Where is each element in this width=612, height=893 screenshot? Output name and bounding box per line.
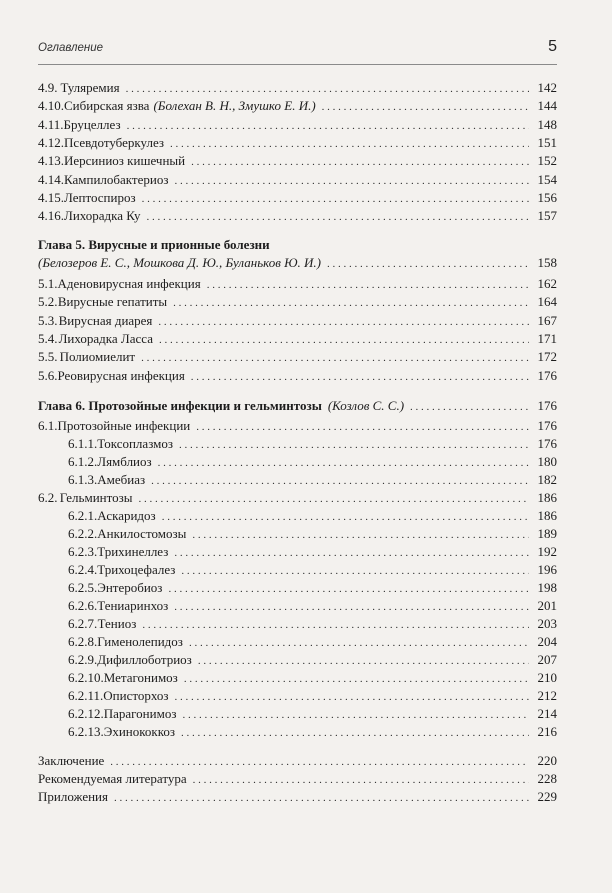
toc-number: 4.16. — [38, 208, 64, 223]
toc-subentry[interactable] — [68, 543, 557, 561]
toc-number: 6.2.11. — [68, 688, 104, 703]
toc-subentry[interactable] — [68, 435, 557, 453]
toc-page: 196 — [537, 562, 557, 577]
dot-leader — [192, 526, 529, 544]
toc-title: Энтеробиоз — [97, 580, 163, 595]
toc-entry-literature[interactable] — [38, 770, 557, 788]
toc-title: Аскаридоз — [97, 508, 156, 523]
dot-leader — [182, 706, 529, 724]
toc-number: 6.2.13. — [68, 724, 104, 739]
chapter-authors: (Козлов С. С.) — [327, 398, 405, 413]
toc-number: 6.2.1. — [68, 508, 98, 523]
toc-entry[interactable] — [38, 330, 557, 348]
toc-page: 144 — [537, 98, 557, 113]
dot-leader — [126, 80, 529, 98]
toc-number: 6.2.10. — [68, 670, 104, 685]
toc-page: 182 — [537, 472, 557, 487]
toc-subentry[interactable] — [68, 615, 557, 633]
toc-page: 142 — [537, 80, 557, 95]
toc-title: Амебиаз — [97, 472, 146, 487]
toc-page: 164 — [537, 294, 557, 309]
toc-page: 176 — [537, 398, 557, 413]
toc-title: Гименолепидоз — [97, 634, 183, 649]
toc-title: Сибирская язва — [64, 98, 150, 113]
toc-page: 216 — [537, 724, 557, 739]
dot-leader — [147, 208, 530, 226]
toc-page: 158 — [537, 255, 557, 270]
dot-leader — [191, 153, 529, 171]
toc-number: 5.2. — [38, 294, 58, 309]
toc-subentry[interactable] — [68, 687, 557, 705]
chapter-title: Глава 5. Вирусные и прионные болезни — [38, 237, 270, 252]
toc-entry[interactable] — [38, 189, 557, 207]
toc-page: 171 — [537, 331, 557, 346]
toc-number: 6.2.9. — [68, 652, 98, 667]
toc-number: 5.3. — [38, 313, 58, 328]
page-number: 5 — [548, 38, 557, 55]
toc-subentry[interactable] — [68, 453, 557, 471]
toc-page: 176 — [537, 418, 557, 433]
dot-leader — [159, 331, 529, 349]
toc-title: Метагонимоз — [103, 670, 178, 685]
toc-number: 4.14. — [38, 172, 64, 187]
toc-number: 6.2. — [38, 490, 58, 505]
dot-leader — [181, 562, 529, 580]
dot-leader — [175, 688, 529, 706]
toc-number: 6.1.2. — [68, 454, 98, 469]
toc-title: Аденовирусная инфекция — [57, 276, 201, 291]
toc-entry[interactable] — [38, 489, 557, 507]
toc-subentry[interactable] — [68, 471, 557, 489]
dot-leader — [173, 294, 529, 312]
toc-title: Лихорадка Ку — [64, 208, 141, 223]
toc-entry[interactable] — [38, 348, 557, 366]
toc-title: Бруцеллез — [63, 117, 121, 132]
toc-title: Протозойные инфекции — [57, 418, 191, 433]
toc-title: Эхинококкоз — [103, 724, 176, 739]
toc-page: 201 — [537, 598, 557, 613]
toc-title: Парагонимоз — [103, 706, 177, 721]
toc-page: 154 — [537, 172, 557, 187]
dot-leader — [114, 789, 529, 807]
toc-page: 229 — [537, 789, 557, 804]
toc-page: 151 — [537, 135, 557, 150]
toc-number: 6.2.5. — [68, 580, 98, 595]
toc-subentry[interactable] — [68, 579, 557, 597]
toc-number: 5.6. — [38, 368, 58, 383]
dot-leader — [181, 724, 529, 742]
toc-entry[interactable] — [38, 171, 557, 189]
toc-title: Псевдотуберкулез — [64, 135, 165, 150]
dot-leader — [410, 398, 529, 416]
toc-page: 198 — [537, 580, 557, 595]
dot-leader — [207, 276, 529, 294]
toc-title: Гельминтозы — [59, 490, 133, 505]
toc-title: Дифиллоботриоз — [97, 652, 192, 667]
toc-subentry[interactable] — [68, 507, 557, 525]
dot-leader — [141, 349, 529, 367]
dot-leader — [322, 98, 529, 116]
toc-title: Иерсиниоз кишечный — [64, 153, 186, 168]
toc-page: 148 — [537, 117, 557, 132]
toc-title: Трихоцефалез — [97, 562, 176, 577]
toc-subentry[interactable] — [68, 705, 557, 723]
toc-page: 167 — [537, 313, 557, 328]
dot-leader — [198, 652, 529, 670]
dot-leader — [174, 172, 529, 190]
toc-number: 4.10. — [38, 98, 64, 113]
toc-subentry[interactable] — [68, 561, 557, 579]
running-header — [38, 38, 557, 60]
toc-number: 6.1.3. — [68, 472, 98, 487]
toc-title: Трихинеллез — [97, 544, 169, 559]
toc-number: 6.2.12. — [68, 706, 104, 721]
toc-number: 6.2.2. — [68, 526, 98, 541]
toc-subentry[interactable] — [68, 597, 557, 615]
toc-title: Рекомендуемая литература — [38, 771, 187, 786]
toc-entry[interactable] — [38, 367, 557, 385]
chapter-authors: (Белозеров Е. С., Мошкова Д. Ю., Буланьков Ю. И.) — [38, 255, 321, 270]
toc-number: 6.2.3. — [68, 544, 98, 559]
chapter-5-authors-line[interactable] — [38, 254, 557, 272]
toc-entry[interactable] — [38, 312, 557, 330]
chapter-5-heading[interactable] — [38, 236, 557, 254]
toc-page: 212 — [537, 688, 557, 703]
toc-number: 5.5. — [38, 349, 58, 364]
toc-number: 6.1.1. — [68, 436, 98, 451]
toc-entry[interactable] — [38, 116, 557, 134]
chapter-6-heading[interactable] — [38, 397, 557, 415]
toc-page: 214 — [537, 706, 557, 721]
toc-page: 228 — [537, 771, 557, 786]
dot-leader — [174, 544, 529, 562]
toc-page: 176 — [537, 436, 557, 451]
toc-page: 210 — [537, 670, 557, 685]
dot-leader — [174, 598, 529, 616]
toc-subentry[interactable] — [68, 633, 557, 651]
toc-page: 186 — [537, 490, 557, 505]
header-rule — [38, 64, 557, 65]
toc-page: 220 — [537, 753, 557, 768]
toc-number: 6.2.7. — [68, 616, 98, 631]
toc-subentry[interactable] — [68, 723, 557, 741]
toc-page: 180 — [537, 454, 557, 469]
toc-entry[interactable] — [38, 152, 557, 170]
toc-title: Токсоплазмоз — [97, 436, 174, 451]
toc-entry[interactable] — [38, 207, 557, 225]
toc-entry[interactable] — [38, 79, 557, 97]
toc-author: (Болехан В. Н., Змушко Е. И.) — [153, 98, 316, 113]
toc-title: Полиомиелит — [59, 349, 136, 364]
toc-number: 4.13. — [38, 153, 64, 168]
toc-title: Тениоз — [97, 616, 137, 631]
toc-number: 4.12. — [38, 135, 64, 150]
toc-title: Вирусная диарея — [58, 313, 153, 328]
toc-entry[interactable] — [38, 97, 557, 115]
dot-leader — [193, 771, 529, 789]
toc-page: 172 — [537, 349, 557, 364]
toc-entry[interactable] — [38, 275, 557, 293]
toc-title: Вирусные гепатиты — [57, 294, 168, 309]
toc-page: 189 — [537, 526, 557, 541]
dot-leader — [179, 436, 529, 454]
dot-leader — [196, 418, 529, 436]
dot-leader — [151, 472, 529, 490]
dot-leader — [189, 634, 529, 652]
dot-leader — [142, 616, 529, 634]
toc-title: Реовирусная инфекция — [57, 368, 185, 383]
toc-title: Лептоспироз — [64, 190, 136, 205]
toc-page: 207 — [537, 652, 557, 667]
toc-subentry[interactable] — [68, 525, 557, 543]
dot-leader — [162, 508, 529, 526]
toc-page: 156 — [537, 190, 557, 205]
toc-entry-appendices[interactable] — [38, 788, 557, 806]
toc-page: 152 — [537, 153, 557, 168]
chapter-title: Глава 6. Протозойные инфекции и гельминтозы — [38, 398, 322, 413]
toc-title: Кампилобактериоз — [64, 172, 169, 187]
toc-title: Тениаринхоз — [97, 598, 169, 613]
toc-entry[interactable] — [38, 417, 557, 435]
toc-number: 5.1. — [38, 276, 58, 291]
dot-leader — [138, 490, 529, 508]
toc-number: 6.2.4. — [68, 562, 98, 577]
toc-number: 5.4. — [38, 331, 58, 346]
toc-title: Заключение — [38, 753, 105, 768]
toc-subentry[interactable] — [68, 669, 557, 687]
toc-page: 204 — [537, 634, 557, 649]
dot-leader — [158, 454, 529, 472]
toc-page: 176 — [537, 368, 557, 383]
dot-leader — [184, 670, 529, 688]
toc-number: 4.9. — [38, 80, 58, 95]
toc-entry-conclusion[interactable] — [38, 752, 557, 770]
toc-entry[interactable] — [38, 134, 557, 152]
toc-number: 4.11. — [38, 117, 64, 132]
toc-page: 186 — [537, 508, 557, 523]
dot-leader — [327, 255, 529, 273]
dot-leader — [168, 580, 529, 598]
toc-title: Лямблиоз — [97, 454, 152, 469]
toc-number: 6.2.6. — [68, 598, 98, 613]
dot-leader — [127, 117, 529, 135]
toc-entry[interactable] — [38, 293, 557, 311]
dot-leader — [170, 135, 529, 153]
dot-leader — [191, 368, 529, 386]
toc-number: 6.1. — [38, 418, 58, 433]
toc-page: 203 — [537, 616, 557, 631]
toc-title: Приложения — [38, 789, 108, 804]
dot-leader — [142, 190, 529, 208]
toc-page: 162 — [537, 276, 557, 291]
toc-number: 4.15. — [38, 190, 64, 205]
dot-leader — [158, 313, 529, 331]
toc-number: 6.2.8. — [68, 634, 98, 649]
toc-title: Лихорадка Ласса — [58, 331, 153, 346]
running-title: Оглавление — [38, 42, 103, 54]
toc-subentry[interactable] — [68, 651, 557, 669]
dot-leader — [110, 753, 529, 771]
toc-page: 157 — [537, 208, 557, 223]
toc-page: 192 — [537, 544, 557, 559]
toc-title: Описторхоз — [103, 688, 169, 703]
toc-title: Анкилостомозы — [97, 526, 187, 541]
toc-title: Туляремия — [60, 80, 120, 95]
